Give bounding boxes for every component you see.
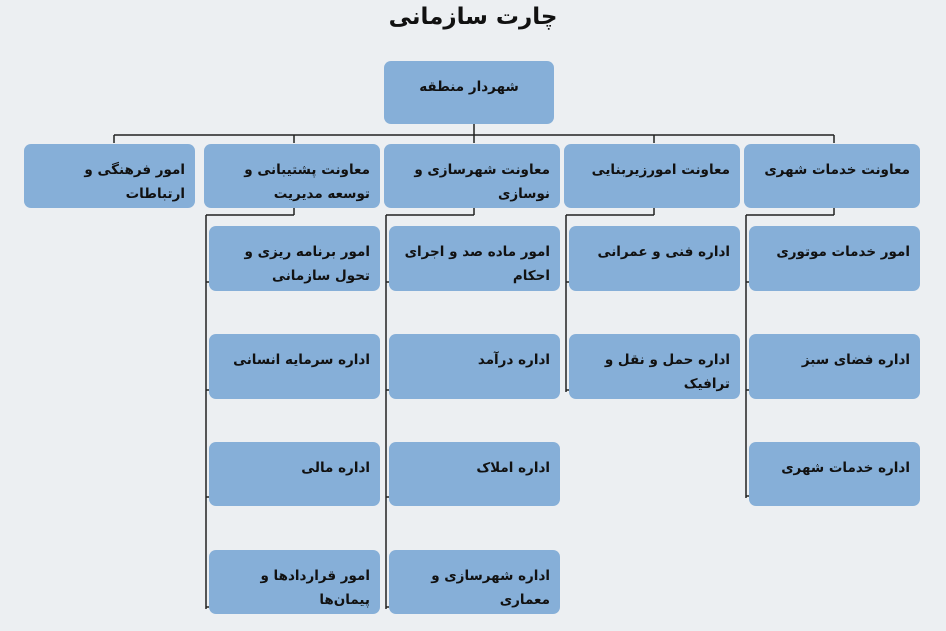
unit-box: اداره فنی و عمرانی <box>569 226 740 291</box>
unit-box: اداره فضای سبز <box>749 334 920 399</box>
unit-box: اداره حمل و نقل و ترافیک <box>569 334 740 399</box>
deputy-support: معاونت پشتیبانی و توسعه مدیریت <box>204 144 380 208</box>
unit-box: اداره سرمایه انسانی <box>209 334 380 399</box>
unit-box: امور ماده صد و اجرای احکام <box>389 226 560 291</box>
chart-title: چارت سازمانی <box>388 4 558 30</box>
unit-box: اداره درآمد <box>389 334 560 399</box>
unit-box: امور خدمات موتوری <box>749 226 920 291</box>
deputy-city-services: معاونت خدمات شهری <box>744 144 920 208</box>
unit-box: امور قراردادها و پیمان‌ها <box>209 550 380 614</box>
deputy-culture-communications: امور فرهنگی و ارتباطات <box>24 144 195 208</box>
deputy-infrastructure: معاونت امورزیربنایی <box>564 144 740 208</box>
unit-box: اداره شهرسازی و معماری <box>389 550 560 614</box>
unit-box: اداره خدمات شهری <box>749 442 920 506</box>
unit-box: اداره مالی <box>209 442 380 506</box>
unit-box: امور برنامه ریزی و تحول سازمانی <box>209 226 380 291</box>
root-box: شهردار منطقه <box>384 61 554 124</box>
unit-box: اداره املاک <box>389 442 560 506</box>
deputy-urban-planning: معاونت شهرسازی و نوسازی <box>384 144 560 208</box>
